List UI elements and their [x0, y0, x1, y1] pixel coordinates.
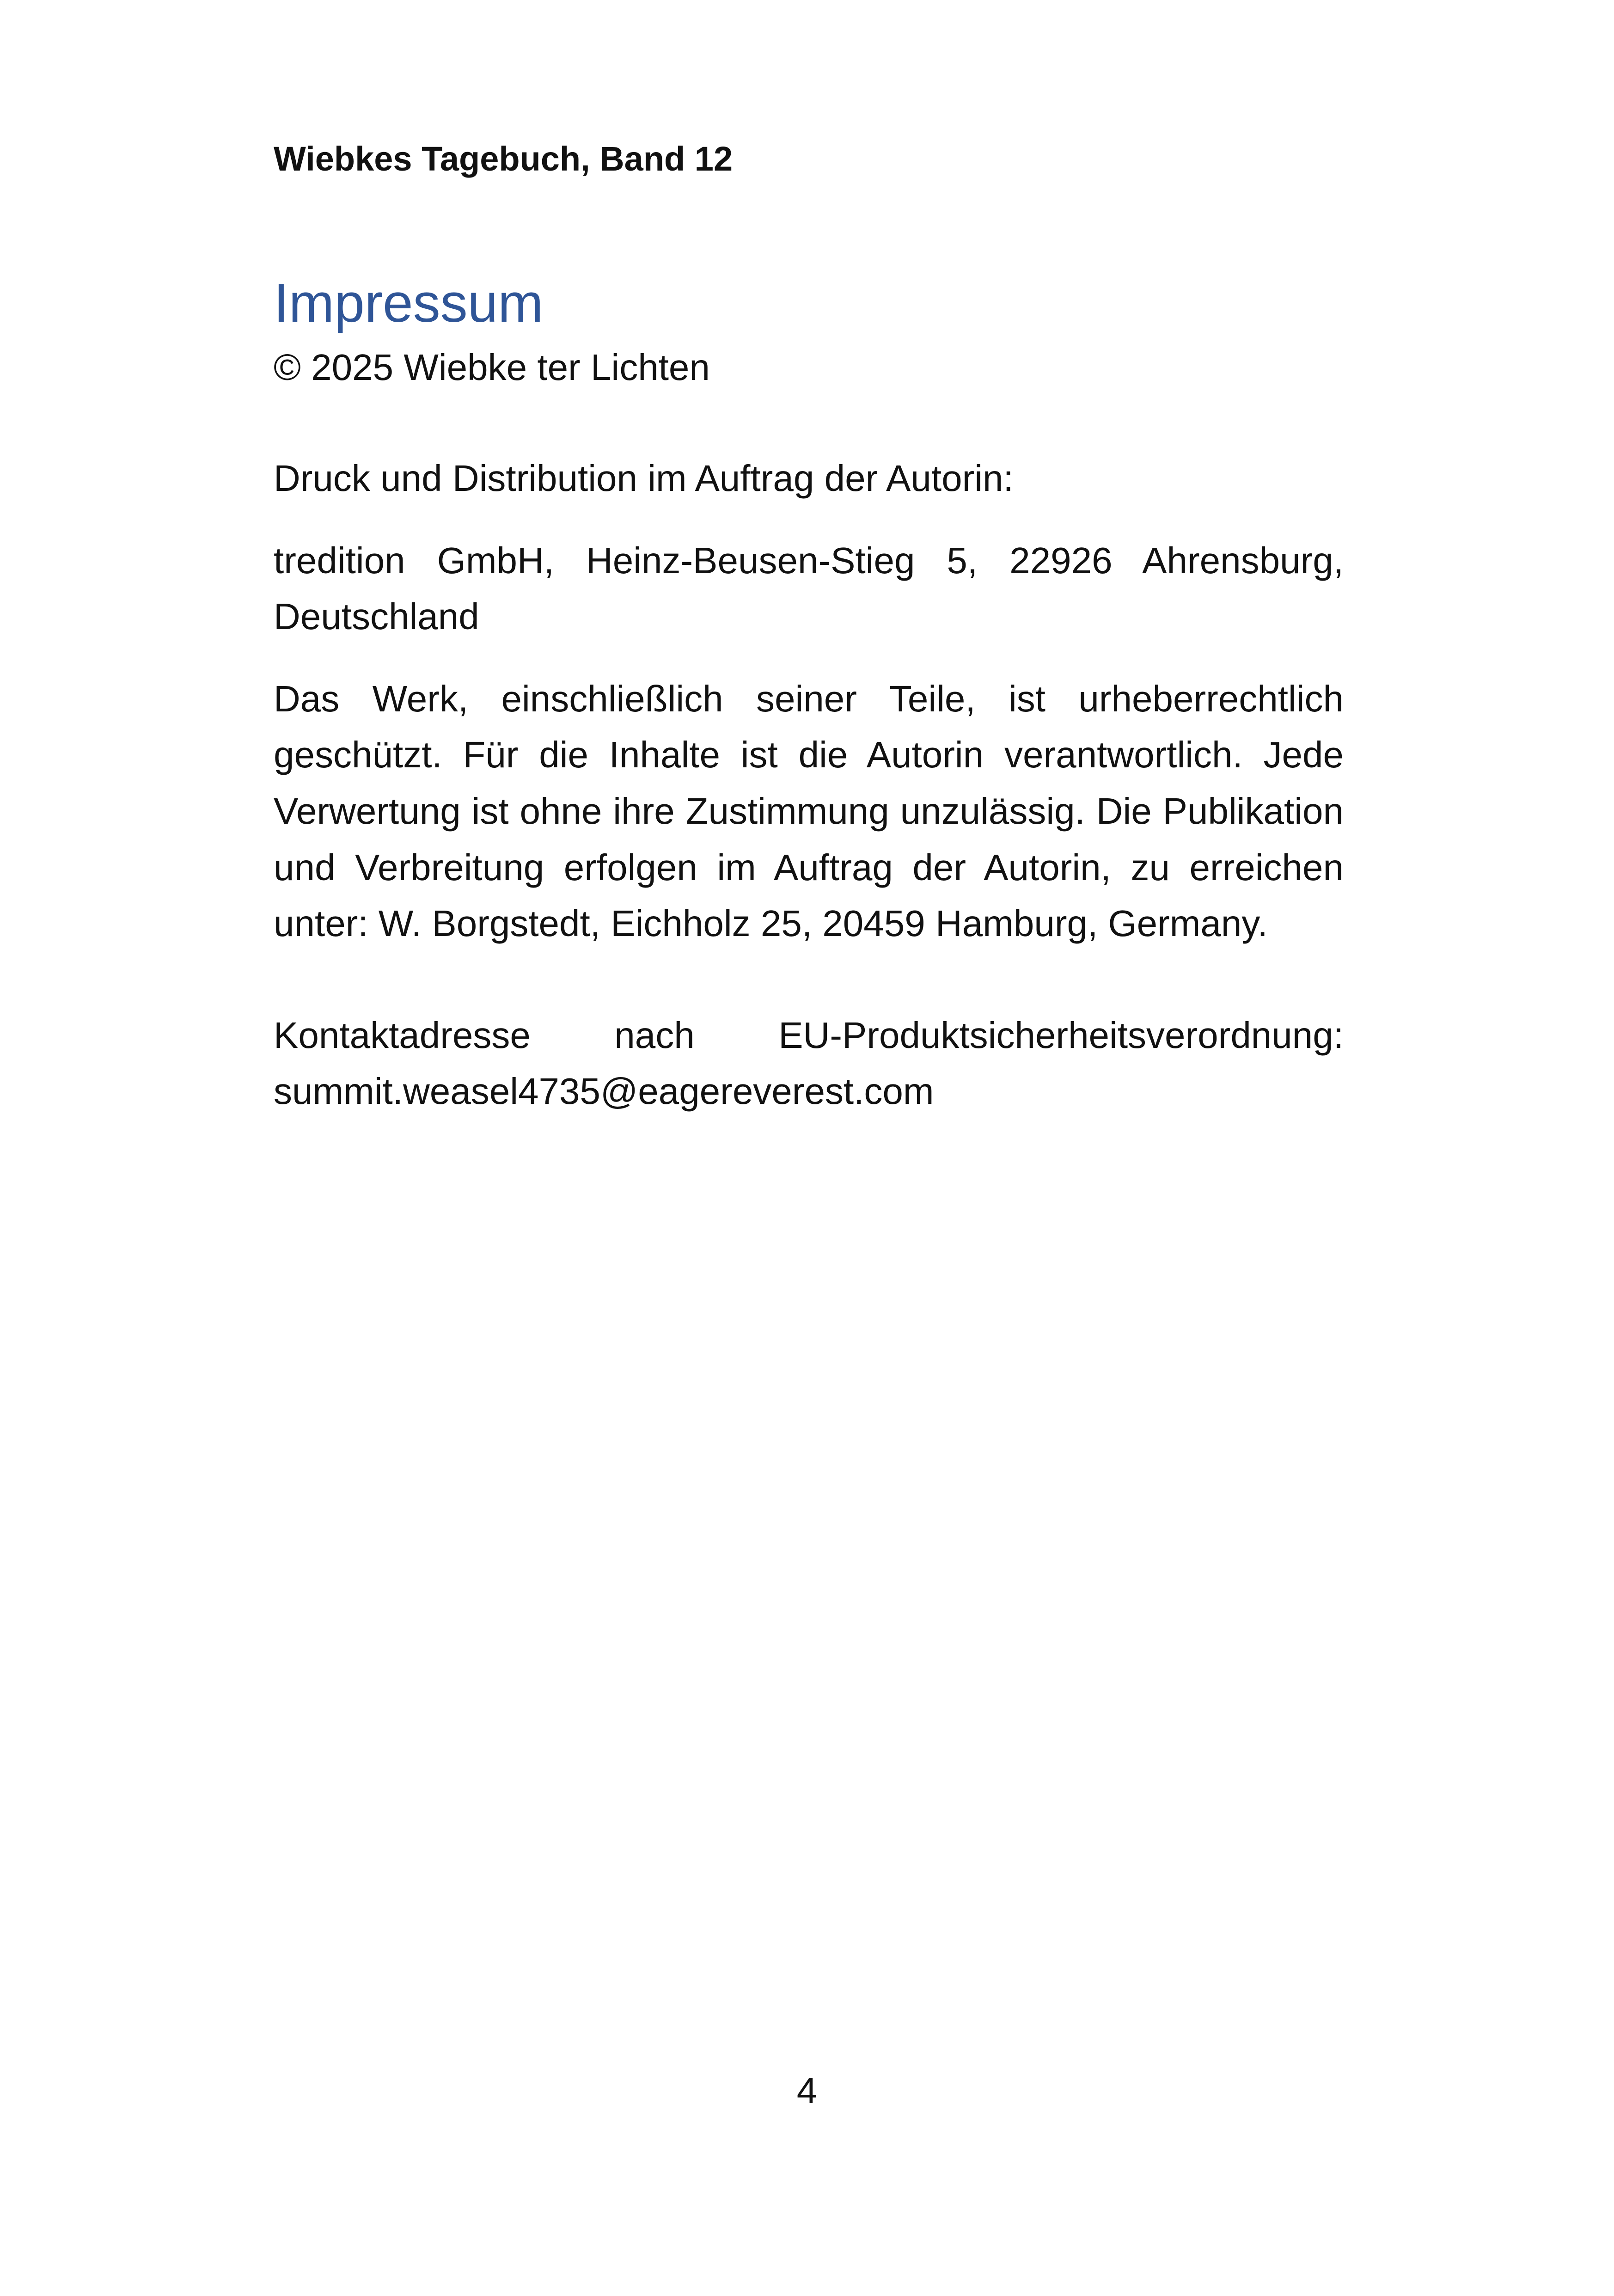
- druck-label: Druck und Distribution im Auftrag der Autorin:: [274, 458, 1014, 499]
- page-number: 4: [796, 2070, 818, 2111]
- publisher-address: tredition GmbH, Heinz-Beusen-Stieg 5, 22926 Ahrensburg, Deutschland: [274, 539, 1344, 637]
- page-content: [274, 139, 1344, 1120]
- impressum-heading: Impressum: [274, 272, 544, 334]
- contact-paragraph: Kontaktadresse nach EU-Produktsicherheitsverordnung: summit.weasel4735@eagereverest.com: [274, 1014, 1344, 1112]
- book-title: Wiebkes Tagebuch, Band 12: [274, 140, 733, 178]
- rights-paragraph: Das Werk, einschließlich seiner Teile, ist urheberrechtlich geschützt. Für die Inhalte ist die Autorin verantwortlich. Jede Verwertung ist ohne ihre Zustimmung unzulässig. Die Publikation und Verbreitung erfolgen im Auftrag der Autorin, zu erreichen unter: W. Borgstedt, Eichholz 25, 20459 Hamburg, Germany.: [274, 678, 1344, 944]
- copyright-line: © 2025 Wiebke ter Lichten: [274, 347, 710, 388]
